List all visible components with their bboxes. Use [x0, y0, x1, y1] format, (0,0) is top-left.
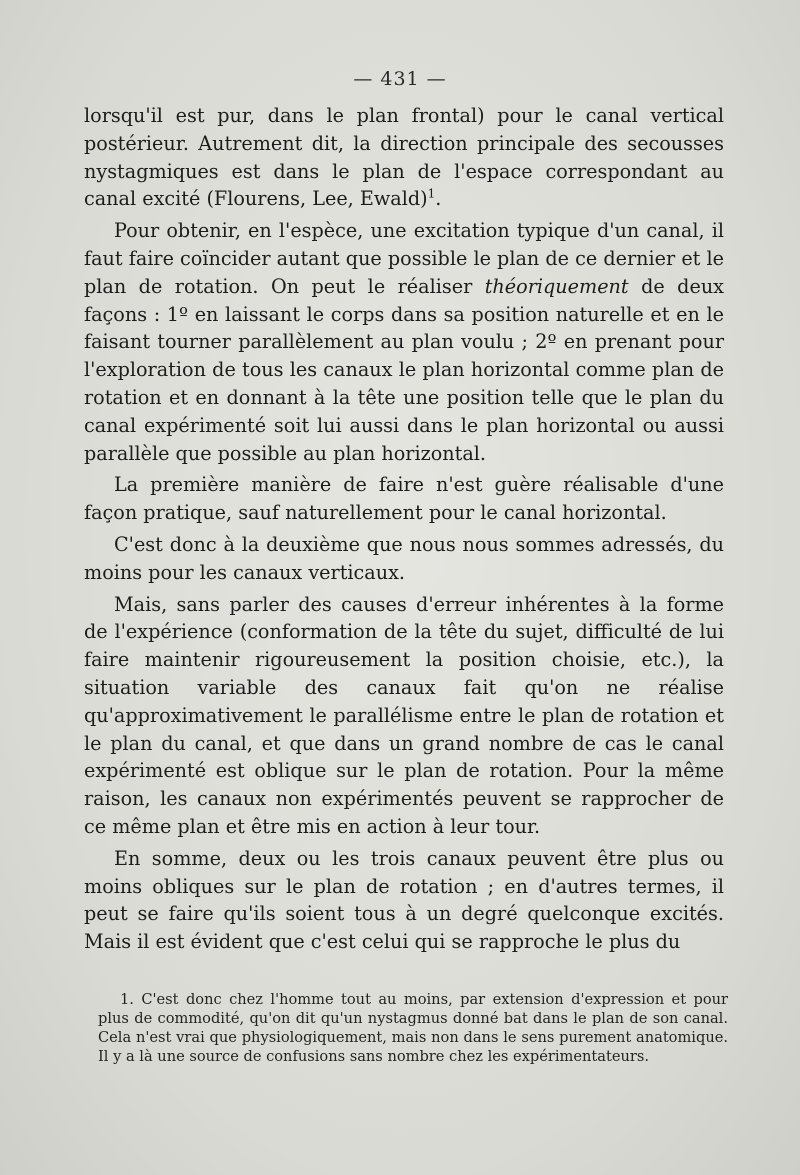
- main-text: [84, 102, 724, 956]
- paragraph-6: En somme, deux ou les trois canaux peuvent être plus ou moins obliques sur le plan de rotation ; en d'autres termes, il peut se faire qu'ils soient tous à un degré quelconque excités. Mais il est évident que c'est celui qui se rapproche le plus du: [84, 846, 724, 954]
- page-number: — 431 —: [353, 68, 447, 90]
- paragraph-1: [84, 102, 724, 213]
- footnote-text: 1. C'est donc chez l'homme tout au moins, par extension d'expression et pour plus de commodité, qu'on dit qu'un nystagmus donné bat dans le plan de son canal. Cela n'est vrai que physiologiquement, mais non dans le sens purement anatomique. Il y a là une source de confusions sans nombre chez les expérimentateurs.: [98, 991, 728, 1065]
- paragraph-5: Mais, sans parler des causes d'erreur inhérentes à la forme de l'expérience (conformation de la tête du sujet, difficulté de lui faire maintenir rigoureusement la position choisie, etc.), la situation variable des canaux fait qu'on ne réalise qu'approximativement le parallélisme entre le plan de rotation et le plan du canal, et que dans un grand nombre de cas le canal expérimenté est oblique sur le plan de rotation. Pour la même raison, les canaux non expérimentés peuvent se rapprocher de ce même plan et être mis en action à leur tour.: [84, 592, 724, 838]
- paragraph-3: La première manière de faire n'est guère réalisable d'une façon pratique, sauf naturellement pour le canal horizontal.: [84, 473, 724, 525]
- paragraph-1-text: lorsqu'il est pur, dans le plan frontal) pour le canal vertical postérieur. Autrement dit, la direction principale des secousses nystagmiques est dans le plan de l'espace correspondant au canal excité (Flourens, Lee, Ewald): [84, 104, 724, 211]
- paragraph-4: C'est donc à la deuxième que nous nous sommes adressés, du moins pour les canaux verticaux.: [84, 532, 724, 584]
- paragraph-2-end: de deux façons : 1º en laissant le corps dans sa position naturelle et en le faisant tourner parallèlement au plan voulu ; 2º en prenant pour l'exploration de tous les canaux le plan horizontal comme plan de rotation et en donnant à la tête une position telle que le plan du canal expérimenté soit lui aussi dans le plan horizontal ou aussi parallèle que possible au plan horizontal.: [84, 274, 724, 465]
- footnote-reference: 1: [427, 187, 436, 201]
- paragraph-2: [84, 217, 724, 467]
- footnote: [98, 990, 728, 1066]
- paragraph-2-emphasis: théoriquement: [484, 274, 629, 298]
- paragraph-1-end: .: [435, 187, 442, 211]
- paragraph-2-start: Pour obtenir, en l'espèce, une excitation typique d'un canal, il faut faire coïncider autant que possible le plan de ce dernier et le plan de rotation. On peut le réaliser: [84, 219, 724, 298]
